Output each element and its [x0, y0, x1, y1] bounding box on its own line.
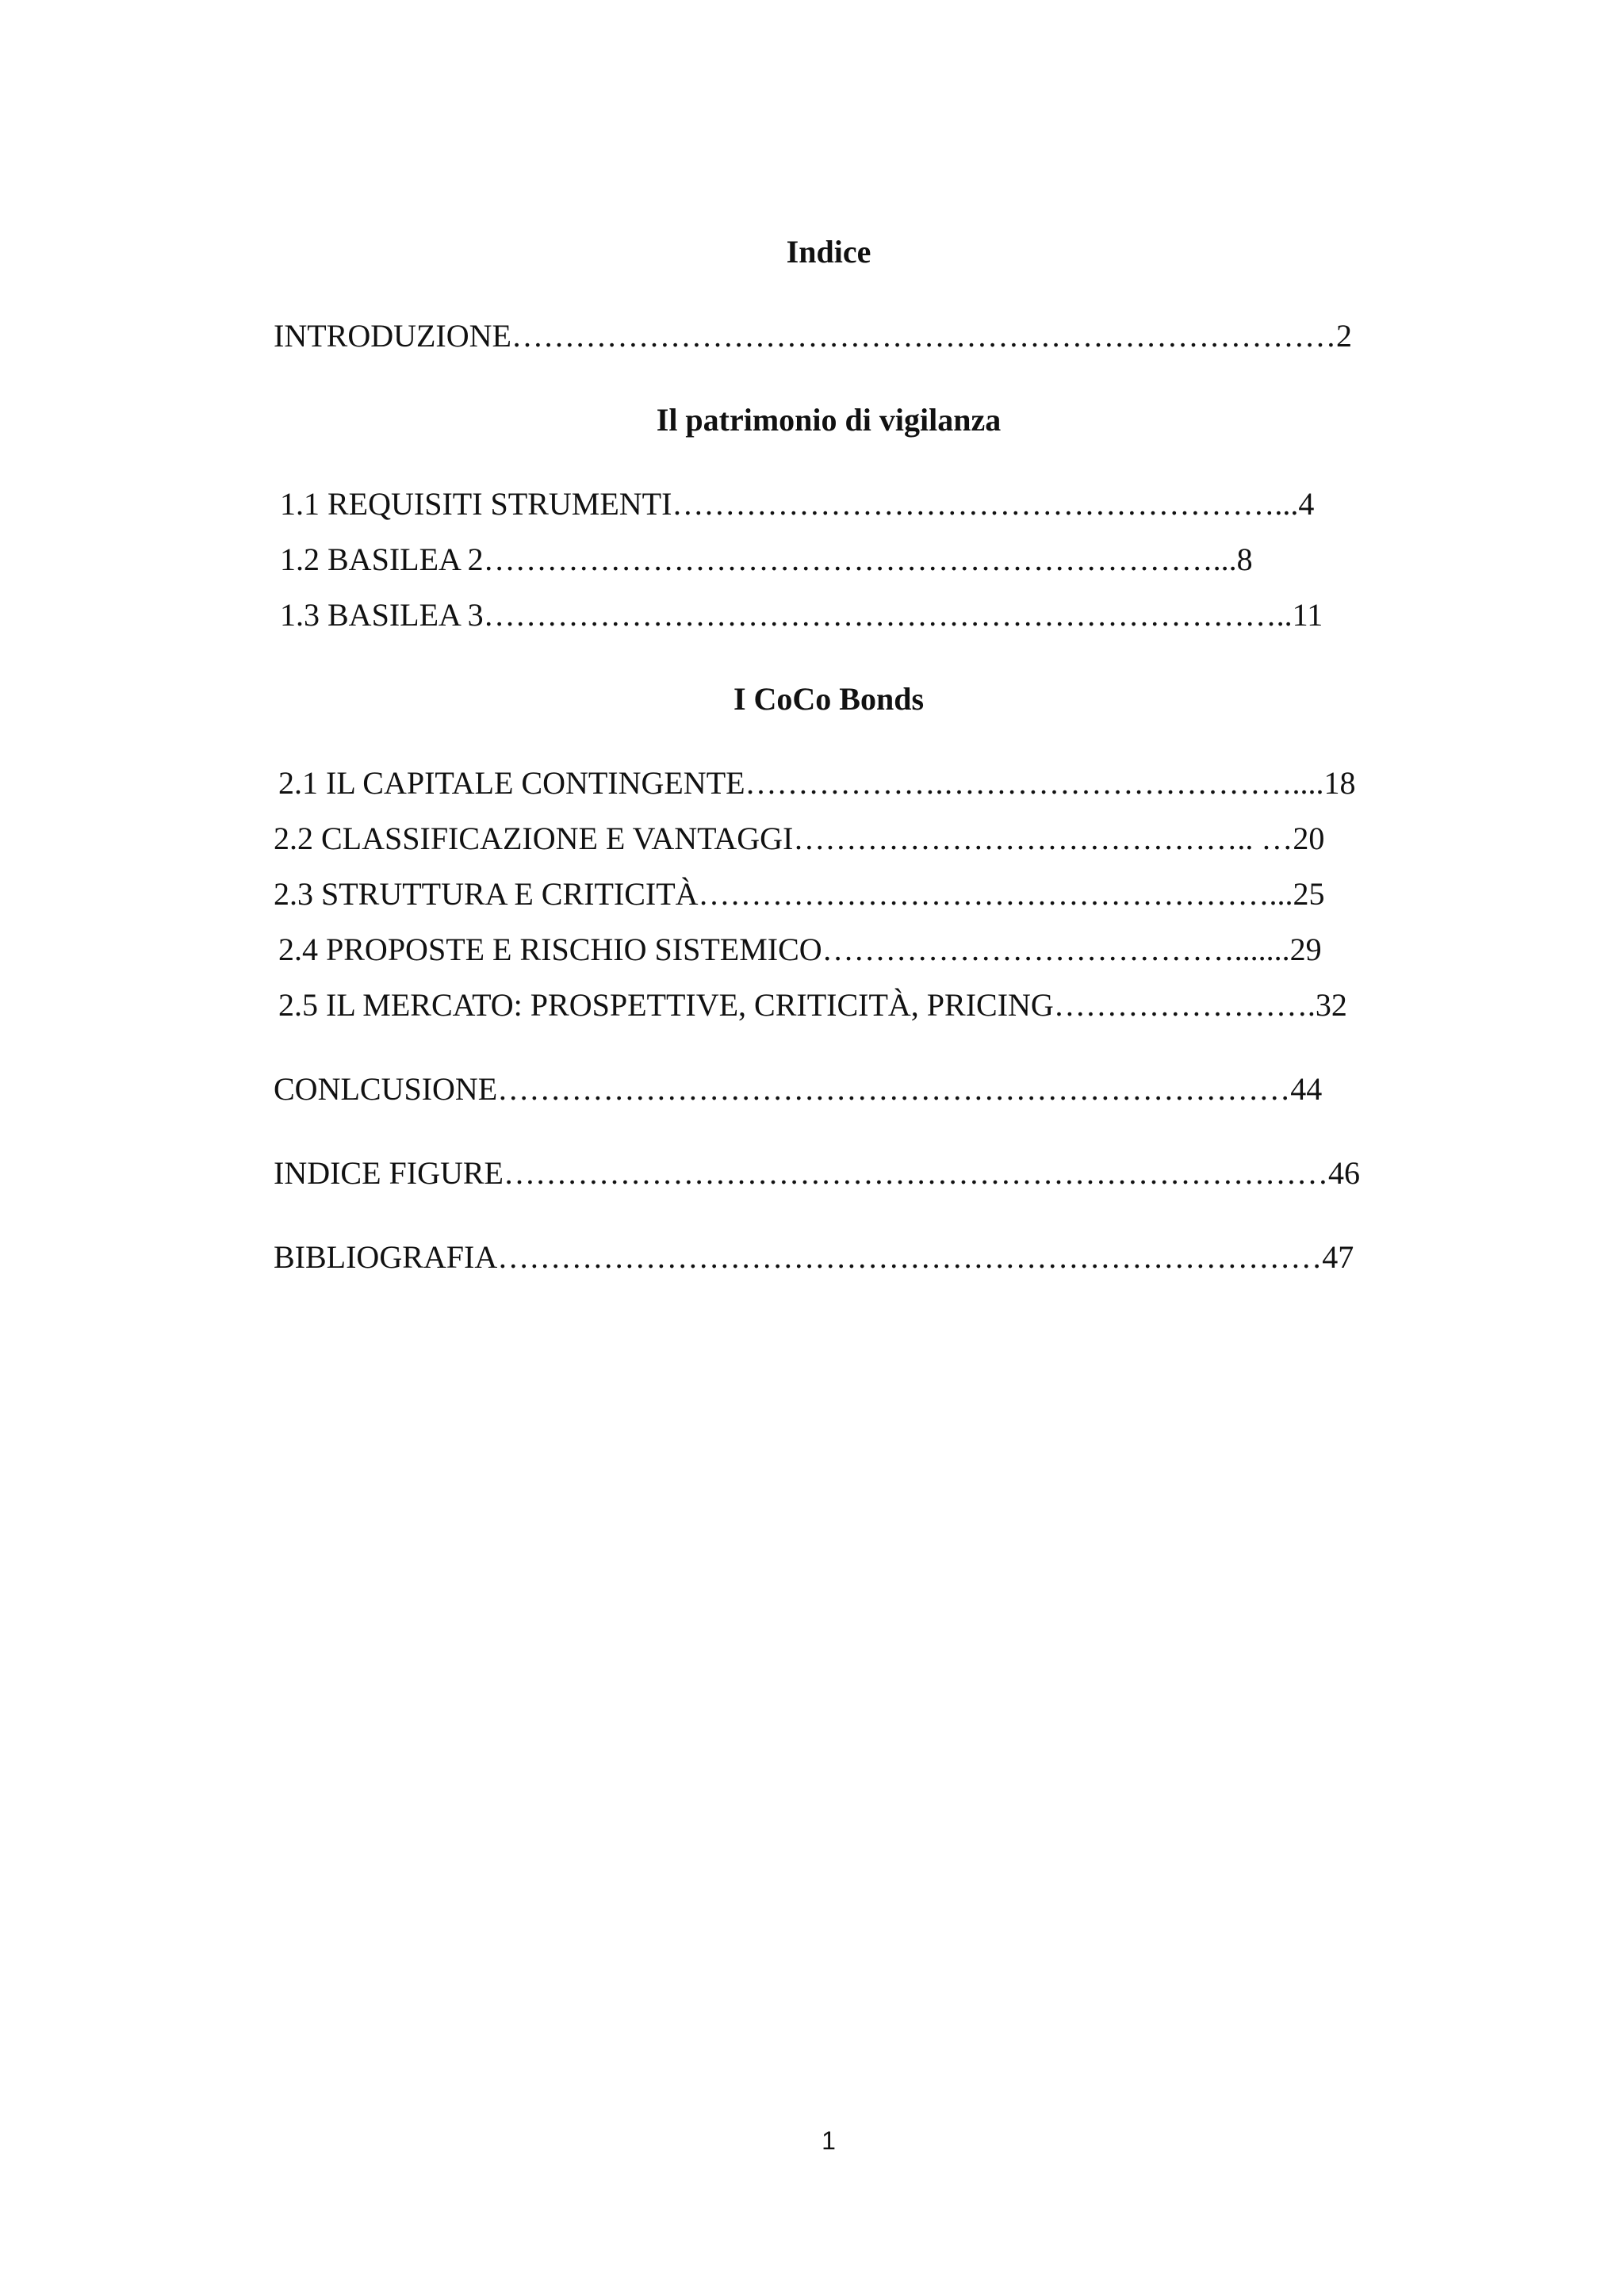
toc-entry-bibliography[interactable]: BIBLIOGRAFIA……………………………………………………………………47	[274, 1239, 1354, 1275]
toc-entry-1-3[interactable]: 1.3 BASILEA 3…………………………………………………………………..11	[280, 597, 1323, 633]
section-heading-patrimonio: Il patrimonio di vigilanza	[656, 402, 1002, 438]
toc-entry-figures-index[interactable]: INDICE FIGURE……………………………………………………………………46	[274, 1155, 1360, 1191]
toc-entry-introduction[interactable]: INTRODUZIONE……………………………………………………………………2	[274, 318, 1352, 354]
toc-entry-2-3[interactable]: 2.3 STRUTTURA E CRITICITÀ………………………………………………...25	[274, 876, 1325, 912]
toc-entry-1-1[interactable]: 1.1 REQUISITI STRUMENTI…………………………………………………...4	[280, 486, 1315, 522]
toc-entry-1-2[interactable]: 1.2 BASILEA 2……………………………………………………………...8	[280, 541, 1253, 577]
toc-entry-conclusion[interactable]: CONLCUSIONE…………………………………………………………………44	[274, 1071, 1323, 1107]
section-heading-coco-bonds: I CoCo Bonds	[733, 681, 925, 717]
toc-title: Indice	[786, 234, 871, 270]
toc-entry-2-2[interactable]: 2.2 CLASSIFICAZIONE E VANTAGGI…………………………………….. …20	[274, 821, 1325, 856]
toc-entry-2-4[interactable]: 2.4 PROPOSTE E RISCHIO SISTEMICO………………………………….......29	[278, 932, 1322, 967]
toc-entry-2-1[interactable]: 2.1 IL CAPITALE CONTINGENTE……………….……………………………....18	[278, 765, 1356, 801]
toc-entry-2-5[interactable]: 2.5 IL MERCATO: PROSPETTIVE, CRITICITÀ, PRICING…………………….32	[278, 987, 1347, 1023]
page-number: 1	[822, 2126, 836, 2155]
